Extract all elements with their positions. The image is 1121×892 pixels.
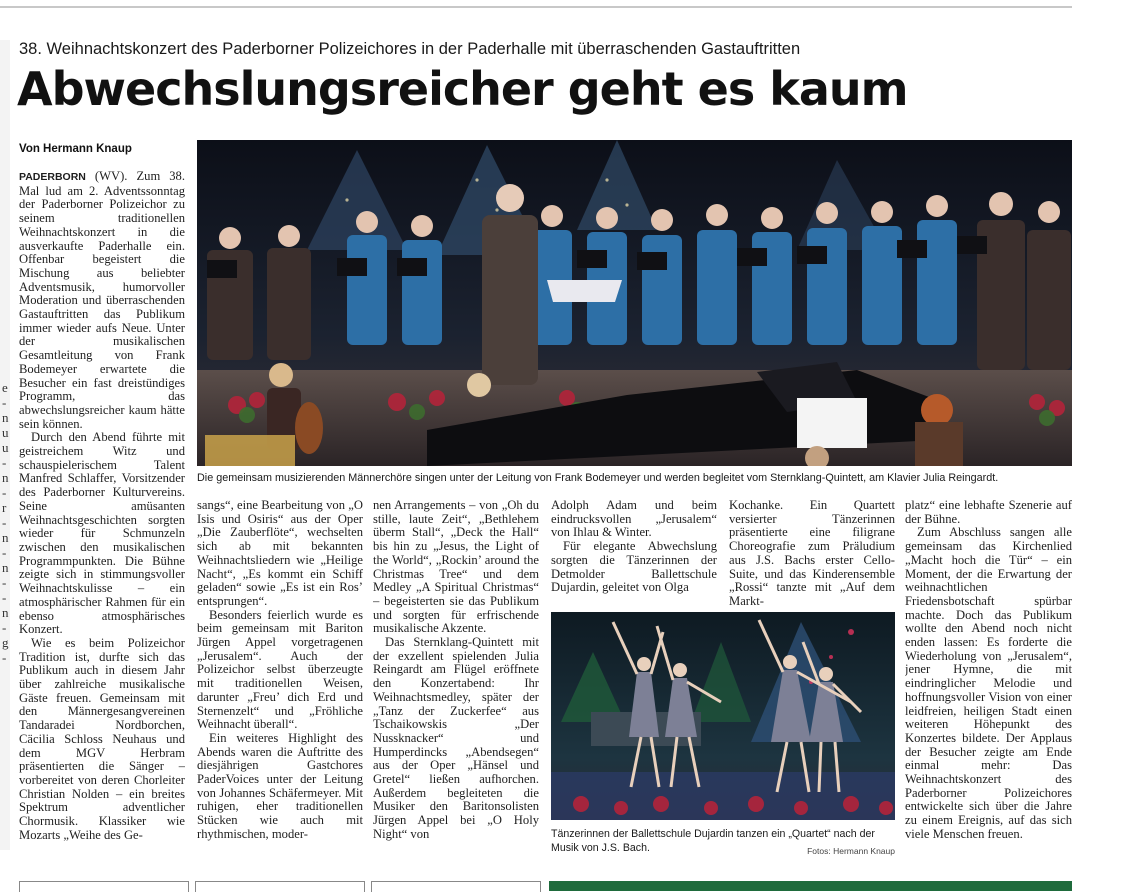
- next-article-box-1: [19, 881, 189, 892]
- main-photo-caption: Die gemeinsam musizierenden Männerchöre singen unter der Leitung von Frank Bodemeyer und werden begleitet vom Sternklang-Quintett, am Klavier Julia Reingardt.: [197, 472, 999, 484]
- ballet-photo: [551, 612, 895, 820]
- text-column-3: [373, 499, 539, 860]
- text-column-5: [729, 499, 895, 607]
- dateline: PADERBORN: [19, 171, 86, 183]
- lead-paragraph: [19, 170, 185, 431]
- lead-text: (WV). Zum 38. Mal lud am 2. Adventssonntag der Paderborner Polizeichor zu seinem traditionellen Weihnachtskonzert in die ausverkaufte Paderhalle ein. Offenbar begeistert die Mischung aus beliebter Adventsmusik, humorvoller Moderation und überraschenden Gastauftritten das Publikum immer wieder aufs Neue. Unter der musikalischen Gesamtleitung von Frank Bodemeyer erwartete die Besucher ein fast dreistündiges Programm, das abwechslungsreicher kaum hätte sein können.: [19, 170, 185, 431]
- text-column-6: [905, 499, 1072, 860]
- top-rule: [0, 6, 1072, 8]
- paragraph: sangs“, eine Bearbeitung von „O Isis und Osiris“ aus der Oper „Die Zauberflöte“, wechselten sich ab mit bekannten Weihnachtsliedern wie „Heilige Nacht“, „Es kommt ein Schiff geladen“ sowie „Es ist ein Ros’ entsprungen“.: [197, 499, 363, 608]
- paragraph: Wie es beim Polizeichor Tradition ist, durfte sich das Publikum auch in diesem Jahr über zahlreiche musikalische Gäste freuen. Gemeinsam mit den Männergesangvereinen Tandaradei Nordborchen, Cäcilia Schloss Neuhaus und dem MGV Herbram präsentierten die Sänger – vorbereitet von deren Chorleiter Christian Nolden – ein breites Spektrum adventlicher Chormusik. Klassiker wie Mozarts „Weihe des Ge-: [19, 635, 185, 842]
- text-column-1: [19, 170, 185, 860]
- next-article-box-2: [195, 881, 365, 892]
- next-article-box-3: [371, 881, 541, 892]
- text-column-4: [551, 499, 717, 607]
- paragraph: nen Arrangements – von „Oh du stille, laute Zeit“, „Bethlehem überm Stall“, „Deck the Hall“ bis hin zu „Jesus, the Light of the World“, „Rockin’ around the Christmas Tree“ und dem Medley „A Spiritual Christmas“ – begeisterten sie das Publikum und sorgten für erfrischende musikalische Akzente.: [373, 499, 539, 636]
- paragraph: Durch den Abend führte mit geistreichem Witz und schauspielerischem Talent Manfred Schlaffer, Vorsitzender des Paderborner Kulturvereins. Seine amüsanten Weihnachtsgeschichten sorgten wieder für Schmunzeln zwischen den musikalischen Programmpunkten. Die Bühne zeigte sich in stimmungsvoller Weihnachtskulisse – ein atmosphärischer Rahmen für ein ebenso atmosphärisches Konzert.: [19, 430, 185, 637]
- adjacent-article-fragment: e-nuu-n-r-n-n--n-g-: [2, 380, 9, 665]
- paragraph: Für elegante Abwechslung sorgten die Tänzerinnen der Detmolder Ballettschule Dujardin, geleitet von Olga: [551, 539, 717, 595]
- paragraph: Besonders feierlich wurde es beim gemeinsam mit Bariton Jürgen Appel vorgetragenen „Jerusalem“. Auch der Polizeichor selbst überzeugte mit traditionellen Weisen, darunter „Freu’ dich Erd und Sternenzelt“ und „Fröhliche Weihnacht überall“.: [197, 607, 363, 732]
- paragraph: Adolph Adam und beim eindrucksvollen „Jerusalem“ von Ihlau & Winter.: [551, 499, 717, 540]
- choir-photo-illustration: [197, 140, 1072, 466]
- article-byline: Von Hermann Knaup: [19, 143, 132, 155]
- paragraph: Kochanke. Ein Quartett versierter Tänzerinnen präsentierte eine filigrane Choreografie zum Präludium aus J.S. Bachs erster Cello-Suite, und das Kinderensemble „Rossi“ tanzte mit „Auf dem Markt-: [729, 499, 895, 607]
- ballet-caption-text: Tänzerinnen der Ballettschule Dujardin tanzen ein „Quartet“ nach der Musik von J.S. Bach.: [551, 828, 875, 854]
- text-column-2: [197, 499, 363, 860]
- paragraph: platz“ eine lebhafte Szenerie auf der Bühne.: [905, 499, 1072, 526]
- ballet-photo-illustration: [551, 612, 895, 820]
- ballet-photo-caption: [551, 828, 895, 858]
- article-headline: Abwechslungsreicher geht es kaum: [17, 62, 908, 116]
- paragraph: Zum Abschluss sangen alle gemeinsam das Kirchenlied „Macht hoch die Tür“ – ein Moment, der die Erwartung der weihnachtlichen Friedensbotschaft spürbar machte. Doch das Publikum wollte den Abend noch nicht enden lassen: Es forderte die Wiederholung von „Jerusalem“, jener Hymne, die mit eindringlicher Melodie und hoffnungsvoller Vision von einer leidfreien, heiligen Stadt einen weiteren Höhepunkt des Konzertes bildete. Der Applaus der Besucher zeigte am Ende einmal mehr: Das Weihnachtskonzert des Paderborner Polizeichores entwickelte sich über die Jahre zu einem Ereignis, auf das sich viele Menschen freuen.: [905, 525, 1072, 841]
- article-kicker: 38. Weihnachtskonzert des Paderborner Polizeichores in der Paderhalle mit überraschenden Gastauftritten: [19, 40, 801, 58]
- photo-credit: Fotos: Hermann Knaup: [807, 845, 895, 856]
- paragraph: Ein weiteres Highlight des Abends waren die Auftritte des diesjährigen Gastchores PaderVoices unter der Leitung von Johannes Schäfermeyer. Mit ruhigen, eher traditionellen Stücken wie auch mit rhythmischen, moder-: [197, 730, 363, 841]
- choir-photo: [197, 140, 1072, 466]
- next-article-banner: [549, 881, 1072, 891]
- paragraph: Das Sternklang-Quintett mit der exzellent spielenden Julia Reingardt am Flügel eröffnete den Konzertabend: Ihr Weihnachtsmedley, später der „Tanz der Zuckerfee“ aus Tschaikowskis „Der Nussknacker“ und Humperdincks „Abendsegen“ aus der Oper „Hänsel und Gretel“ ließen aufhorchen. Außerdem begleiteten die Musiker den Baritonsolisten Jürgen Appel bei „O Holy Night“ von: [373, 635, 539, 841]
